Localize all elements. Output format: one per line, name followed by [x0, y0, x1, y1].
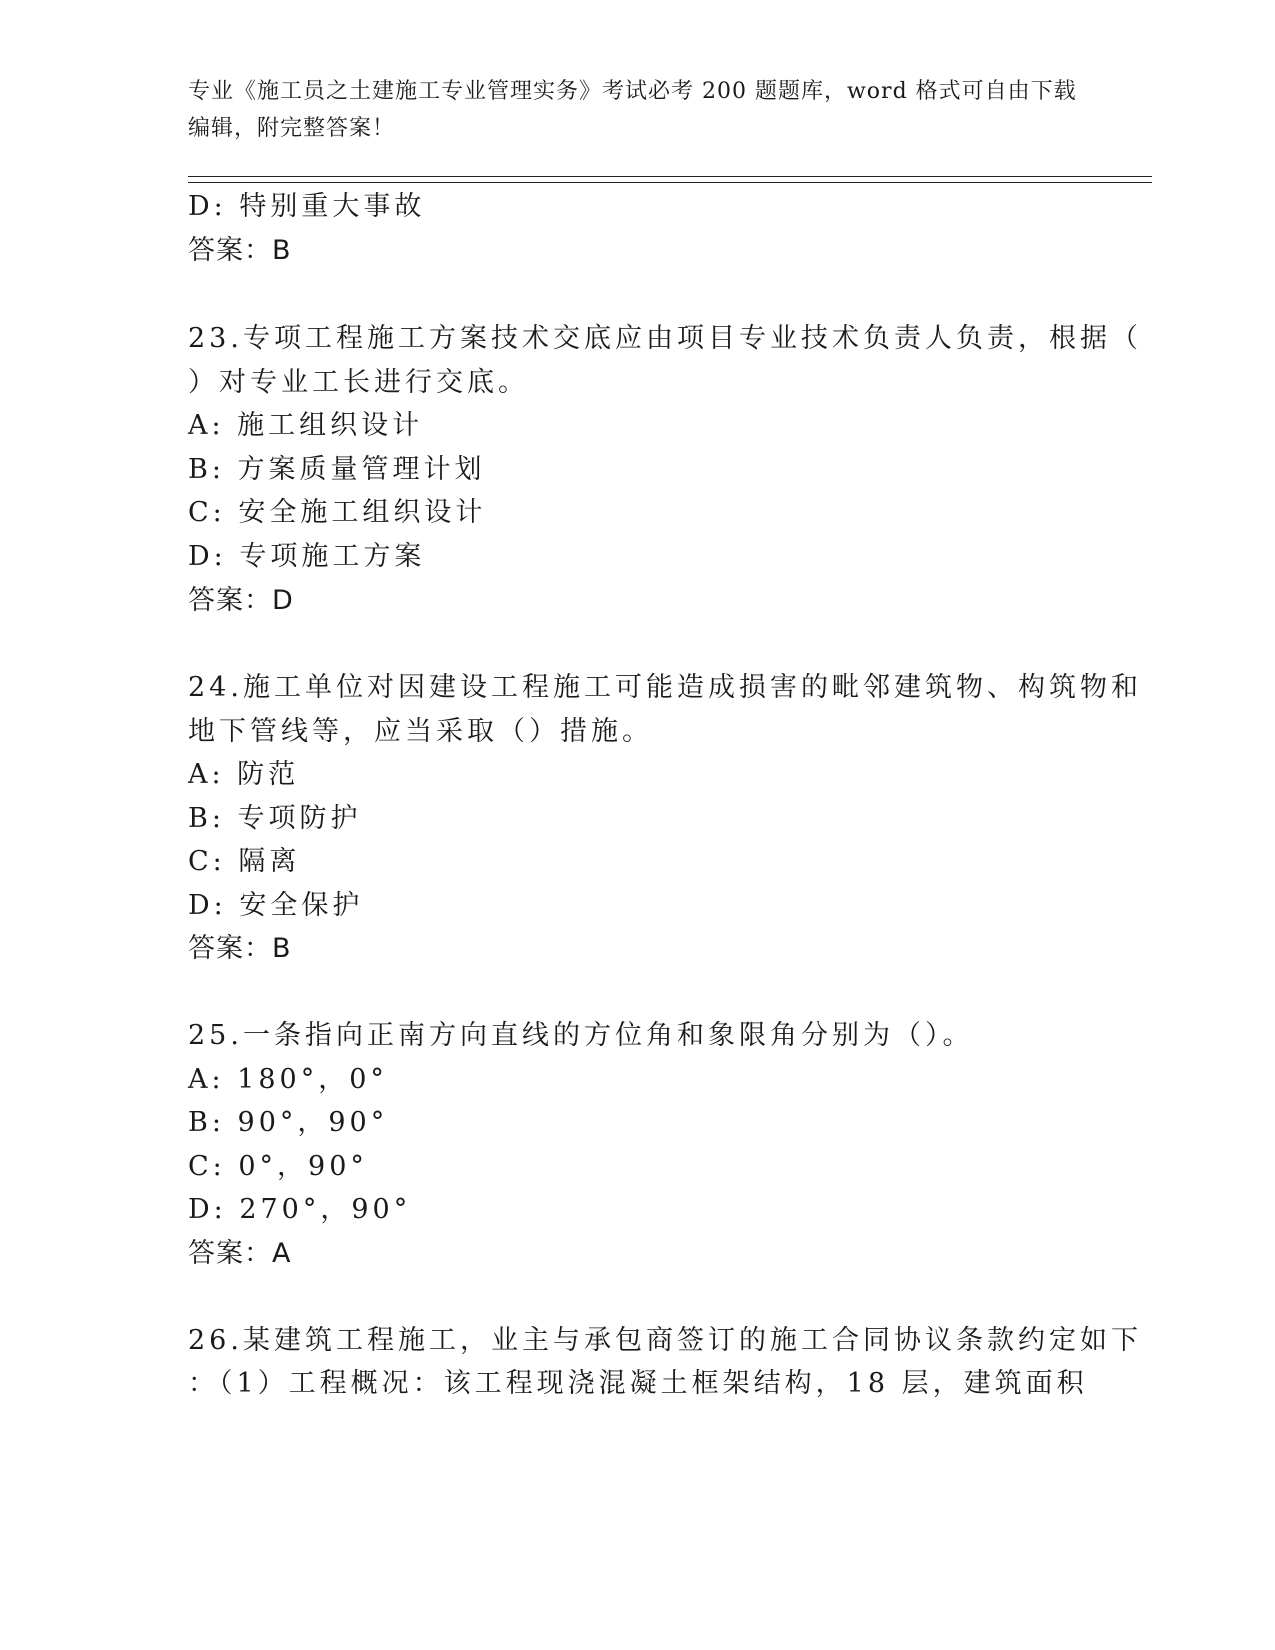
- q25-option-b: B: 90°，90°: [188, 1107, 389, 1138]
- header-rule-top: [188, 176, 1152, 177]
- q26-stem-line1: 26.某建筑工程施工，业主与承包商签订的施工合同协议条款约定如下: [188, 1325, 1142, 1356]
- q24-answer: 答案：B: [188, 933, 292, 964]
- q25-stem-line1: 25.一条指向正南方向直线的方位角和象限角分别为（）。: [188, 1020, 974, 1051]
- q24-option-d: D: 安全保护: [188, 890, 364, 921]
- q23-option-b: B: 方案质量管理计划: [188, 454, 486, 485]
- q23-option-a: A: 施工组织设计: [188, 410, 424, 441]
- q24-stem-line1: 24.施工单位对因建设工程施工可能造成损害的毗邻建筑物、构筑物和: [188, 672, 1142, 703]
- q25-option-d: D: 270°，90°: [188, 1194, 412, 1225]
- prev-answer: 答案：B: [188, 235, 292, 266]
- q24-option-a: A: 防范: [188, 759, 300, 790]
- q25-answer: 答案：A: [188, 1238, 292, 1269]
- q24-option-c: C: 隔离: [188, 846, 301, 877]
- q24-stem-line2: 地下管线等，应当采取（）措施。: [188, 716, 653, 747]
- q23-answer: 答案：D: [188, 585, 294, 616]
- prev-option-d: D: 特别重大事故: [188, 191, 426, 222]
- q23-stem-line1: 23.专项工程施工方案技术交底应由项目专业技术负责人负责，根据（: [188, 323, 1142, 354]
- q25-option-a: A: 180°，0°: [188, 1064, 388, 1095]
- q23-option-c: C: 安全施工组织设计: [188, 497, 487, 528]
- q26-stem-line2: ：（1）工程概况：该工程现浇混凝土框架结构，18 层，建筑面积: [188, 1368, 1088, 1399]
- q25-option-c: C: 0°，90°: [188, 1151, 368, 1182]
- q24-option-b: B: 专项防护: [188, 803, 362, 834]
- q23-option-d: D: 专项施工方案: [188, 541, 426, 572]
- q23-stem-line2: ）对专业工长进行交底。: [188, 367, 529, 398]
- header-rule-bottom: [188, 182, 1152, 183]
- document-header: 专业《施工员之土建施工专业管理实务》考试必考 200 题题库，word 格式可自由下载编辑，附完整答案！: [188, 79, 1077, 141]
